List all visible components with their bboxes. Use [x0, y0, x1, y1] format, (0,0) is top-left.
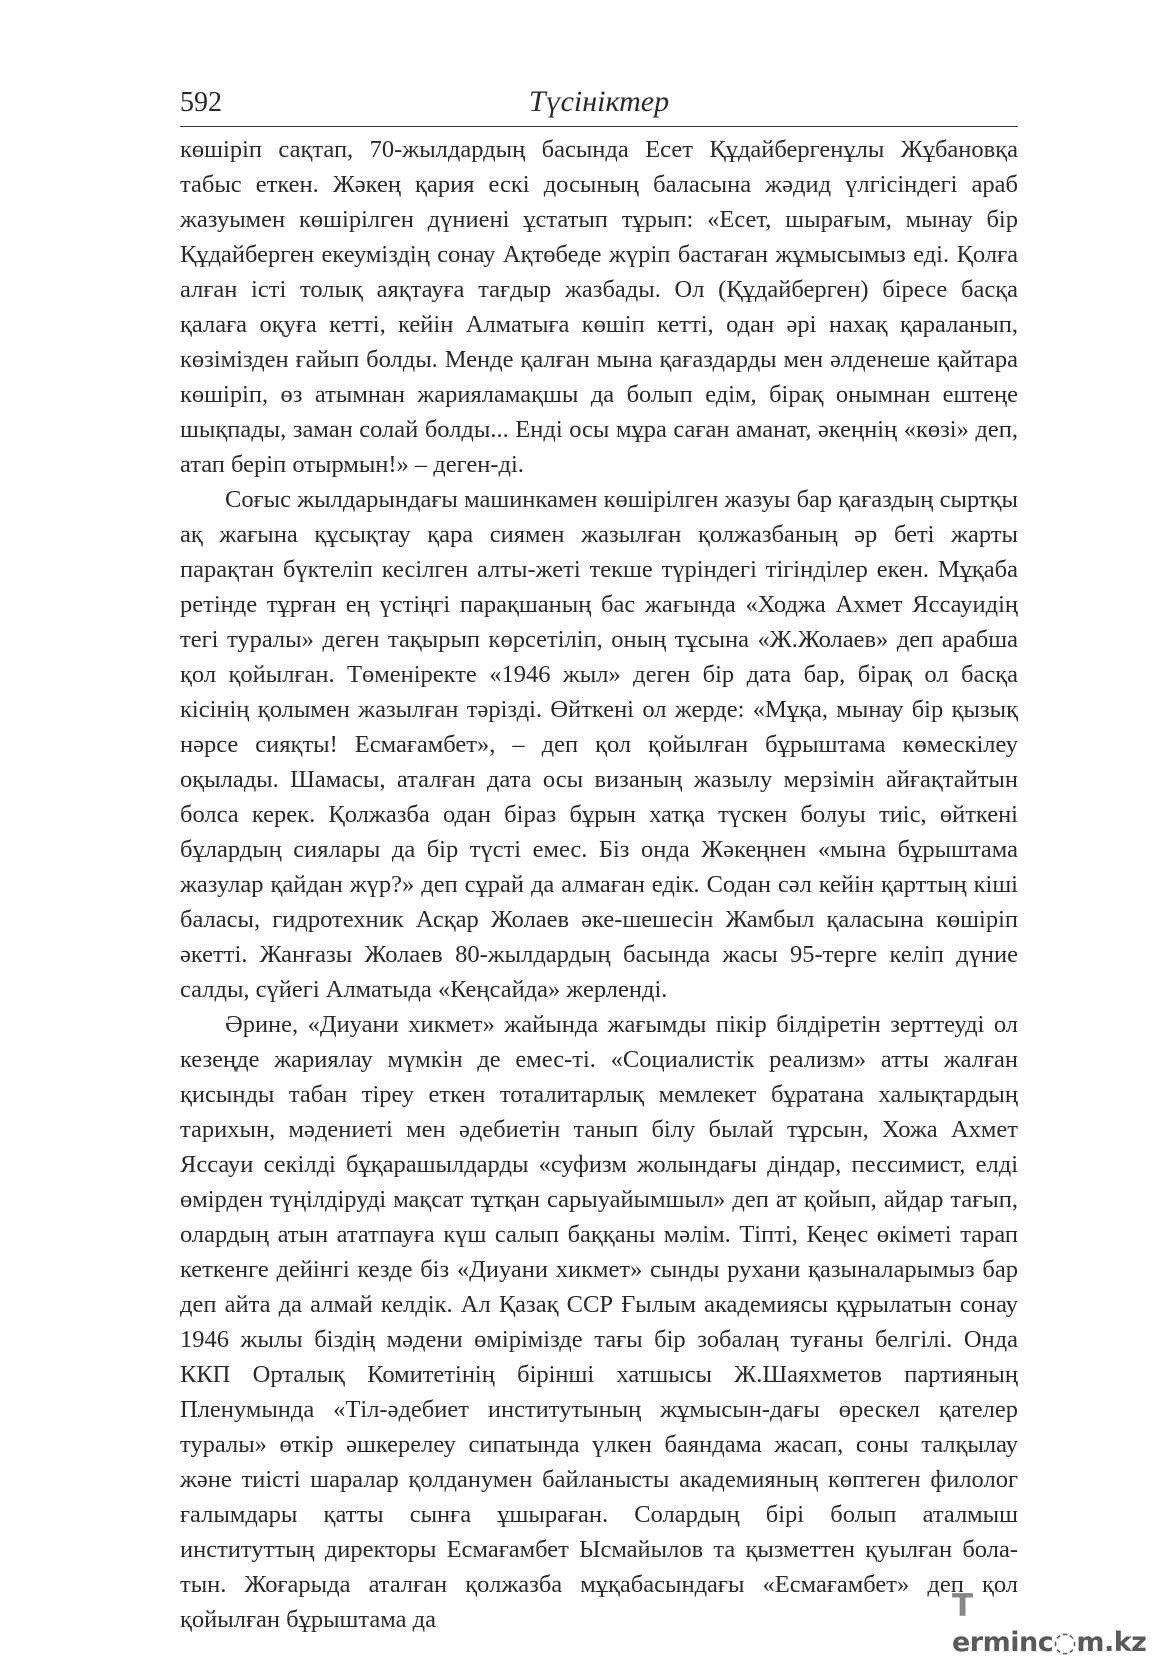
watermark-text: erminc	[952, 1627, 1054, 1658]
watermark-symbol: ◌	[1053, 1627, 1077, 1658]
termincom-watermark	[952, 1587, 1148, 1658]
watermark-initial: T	[952, 1588, 973, 1624]
paragraph-1: көшіріп сақтап, 70-жылдардың басында Есет Құдайбергенұлы Жұбановқа табыс еткен. Жәкең қария ескі досының баласына жәдид үлгісіндегі араб жазуымен көшірілген дүниені ұстатып тұрып: «Есет, шырағым, мынау бір Құдайберген екеуміздің сонау Ақтөбеде жүріп бастаған жұмысымыз еді. Қолға алған істі толық аяқтауға тағдыр жазбады. Ол (Құдайберген) біресе басқа қалаға оқуға кетті, кейін Алматыға көшіп кетті, одан әрі нахақ қараланып, көзімізден ғайып болды. Менде қалған мына қағаздарды мен әлденеше қайтара көшіріп, өз атымнан жарияламақшы да болып едім, бірақ онымнан ештеңе шықпады, заман солай болды... Енді осы мұра саған аманат, әкеңнің «көзі» деп, атап беріп отырмын!» – деген-ді.	[180, 136, 1018, 478]
body-text	[180, 132, 1018, 1637]
page-number: 592	[180, 87, 222, 118]
watermark-suffix: m.kz	[1076, 1627, 1147, 1658]
paragraph-2: Соғыс жылдарындағы машинкамен көшірілген жазуы бар қағаздың сыртқы ақ жағына құсықтау қара сиямен жазылған қолжазбаның әр беті жарты парақтан бүктеліп кесілген алты-жеті текше түріндегі тігінділер екен. Мұқаба ретінде тұрған ең үстіңгі парақшаның бас жағында «Ходжа Ахмет Яссауидің тегі туралы» деген тақырып көрсетіліп, оның тұсына «Ж.Жолаев» деп арабша қол қойылған. Төменіректе «1946 жыл» деген бір дата бар, бірақ ол басқа кісінің қолымен жазылған тәрізді. Өйткені ол жерде: «Мұқа, мынау бір қызық нәрсе сияқты! Есмағамбет», – деп қол қойылған бұрыштама көмескілеу оқылады. Шамасы, аталған дата осы визаның жазылу мерзімін айғақтайтын болса керек. Қолжазба одан біраз бұрын хатқа түскен болуы тиіс, өйткені бұлардың сиялары да бір түсті емес. Біз онда Жәкеңнен «мына бұрыштама жазулар қайдан жүр?» деп сұрай да алмаған едік. Содан сәл кейін қарттың кіші баласы, гидротехник Асқар Жолаев әке-шешесін Жамбыл қаласына көшіріп әкетті. Жанғазы Жолаев 80-жылдардың басында жасы 95-терге келіп дүние салды, сүйегі Алматыда «Кеңсайда» жерленді.	[180, 486, 1018, 1003]
paragraph-3: Әрине, «Диуани хикмет» жайында жағымды пікір білдіретін зерттеуді ол кезеңде жариялау мүмкін де емес-ті. «Социалистік реализм» атты жалған қисынды табан тіреу еткен тоталитарлық мемлекет бұратана халықтардың тарихын, мәдениеті мен әдебиетін танып білу былай тұрсын, Хожа Ахмет Яссауи секілді бұқарашылдарды «суфизм жолындағы діндар, пессимист, елді өмірден түңілдіруді мақсат тұтқан сарыуайымшыл» деп ат қойып, айдар тағып, олардың атын ататпауға күш салып баққаны мәлім. Тіпті, Кеңес өкіметі тарап кеткенге дейінгі кезде біз «Диуани хикмет» сынды рухани қазыналарымыз бар деп айта да алмай келдік. Ал Қазақ ССР Ғылым академиясы құрылатын сонау 1946 жылы біздің мәдени өмірімізде тағы бір зобалаң туғаны белгілі. Онда ККП Орталық Комитетінің бірінші хатшысы Ж.Шаяхметов партияның Пленумында «Тіл-әдебиет институтының жұмысын-дағы өрескел қателер туралы» өткір әшкерелеу сипатында үлкен баяндама жасап, соны талқылау және тиісті шаралар қолданумен байланысты академияның көптеген филолог ғалымдары қатты сынға ұшыраған. Солардың бірі болып аталмыш институттың директоры Есмағамбет Ысмайылов та қызметтен қуылған бола-тын. Жоғарыда аталған қолжазба мұқабасындағы «Есмағамбет» деп қол қойылған бұрыштама да	[180, 1011, 1018, 1633]
page-header	[180, 84, 1018, 127]
running-title: Түсініктер	[528, 85, 670, 118]
